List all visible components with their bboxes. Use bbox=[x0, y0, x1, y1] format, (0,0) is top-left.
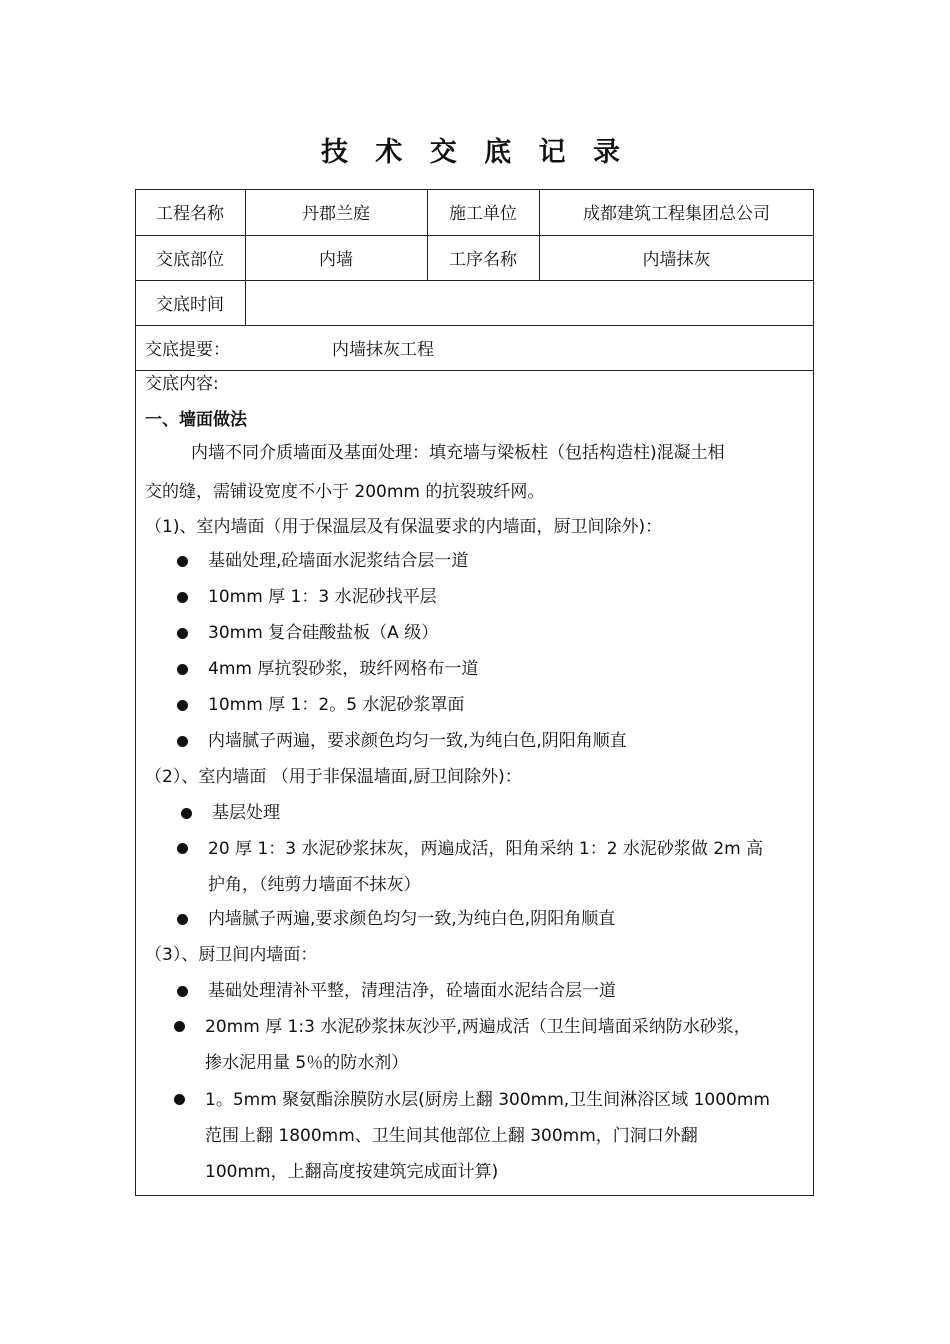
list-item: 基础处理清补平整，清理洁净，砼墙面水泥结合层一道 bbox=[208, 981, 616, 1001]
list-item: 10mm 厚 1：2。5 水泥砂浆罩面 bbox=[208, 695, 465, 715]
part-value: 内墙 bbox=[319, 250, 353, 270]
time-label: 交底时间 bbox=[156, 295, 224, 315]
document-title: 技 术 交 底 记 录 bbox=[321, 137, 629, 168]
bullet-icon bbox=[174, 1021, 185, 1032]
bullet-icon bbox=[174, 1094, 185, 1105]
list-item: 4mm 厚抗裂砂浆，玻纤网格布一道 bbox=[208, 659, 479, 679]
process-value: 内墙抹灰 bbox=[642, 250, 711, 270]
list-item: 1。5mm 聚氨酯涂膜防水层(厨房上翻 300mm,卫生间淋浴区域 1000mm bbox=[205, 1090, 770, 1110]
subsection-title: （1)、室内墙面（用于保温层及有保温要求的内墙面，厨卫间除外)： bbox=[145, 517, 663, 537]
bullet-icon bbox=[177, 664, 188, 675]
list-item: 10mm 厚 1：3 水泥砂找平层 bbox=[208, 587, 437, 607]
list-item-continuation: 100mm，上翻高度按建筑完成面计算) bbox=[205, 1162, 499, 1182]
project-name-value: 丹郡兰庭 bbox=[302, 204, 370, 224]
bullet-icon bbox=[181, 808, 192, 819]
part-label: 交底部位 bbox=[156, 250, 224, 270]
bullet-icon bbox=[177, 592, 188, 603]
intro-line: 内墙不同介质墙面及基面处理：填充墙与梁板柱（包括构造柱)混凝土相 bbox=[191, 443, 725, 463]
subsection-title: （2）、室内墙面 （用于非保温墙面,厨卫间除外)： bbox=[145, 767, 522, 787]
project-name-label: 工程名称 bbox=[156, 204, 224, 224]
list-item: 20 厚 1：3 水泥砂浆抹灰，两遍成活，阳角采纳 1：2 水泥砂浆做 2m 高 bbox=[208, 839, 764, 859]
list-item: 30mm 复合硅酸盐板（A 级） bbox=[208, 623, 439, 643]
process-label: 工序名称 bbox=[449, 250, 517, 270]
list-item-continuation: 护角，（纯剪力墙面不抹灰） bbox=[208, 875, 421, 895]
bullet-icon bbox=[177, 556, 188, 567]
bullet-icon bbox=[177, 700, 188, 711]
summary-value: 内墙抹灰工程 bbox=[332, 340, 434, 360]
list-item-continuation: 掺水泥用量 5％的防水剂） bbox=[205, 1053, 409, 1073]
row-divider bbox=[135, 370, 814, 371]
bullet-icon bbox=[177, 986, 188, 997]
list-item: 20mm 厚 1:3 水泥砂浆抹灰沙平,两遍成活（卫生间墙面采纳防水砂浆， bbox=[205, 1017, 751, 1037]
list-item: 基础处理,砼墙面水泥浆结合层一道 bbox=[208, 551, 469, 571]
summary-label: 交底提要： bbox=[145, 340, 230, 360]
bullet-icon bbox=[177, 736, 188, 747]
list-item: 基层处理 bbox=[212, 803, 280, 823]
intro-line: 交的缝，需铺设宽度不小于 200mm 的抗裂玻纤网。 bbox=[145, 482, 545, 502]
subsection-title: （3）、厨卫间内墙面： bbox=[145, 945, 318, 965]
content-label: 交底内容: bbox=[145, 374, 219, 394]
section-title: 一、墙面做法 bbox=[145, 410, 247, 430]
bullet-icon bbox=[177, 843, 188, 854]
bullet-icon bbox=[177, 914, 188, 925]
list-item: 内墙腻子两遍，要求颜色均匀一致,为纯白色,阴阳角顺直 bbox=[208, 731, 627, 751]
list-item-continuation: 范围上翻 1800mm、卫生间其他部位上翻 300mm，门洞口外翻 bbox=[205, 1126, 698, 1146]
construction-unit-label: 施工单位 bbox=[449, 204, 517, 224]
construction-unit-value: 成都建筑工程集团总公司 bbox=[583, 204, 770, 224]
list-item: 内墙腻子两遍,要求颜色均匀一致,为纯白色,阴阳角顺直 bbox=[208, 909, 616, 929]
time-value bbox=[245, 280, 814, 325]
bullet-icon bbox=[177, 628, 188, 639]
